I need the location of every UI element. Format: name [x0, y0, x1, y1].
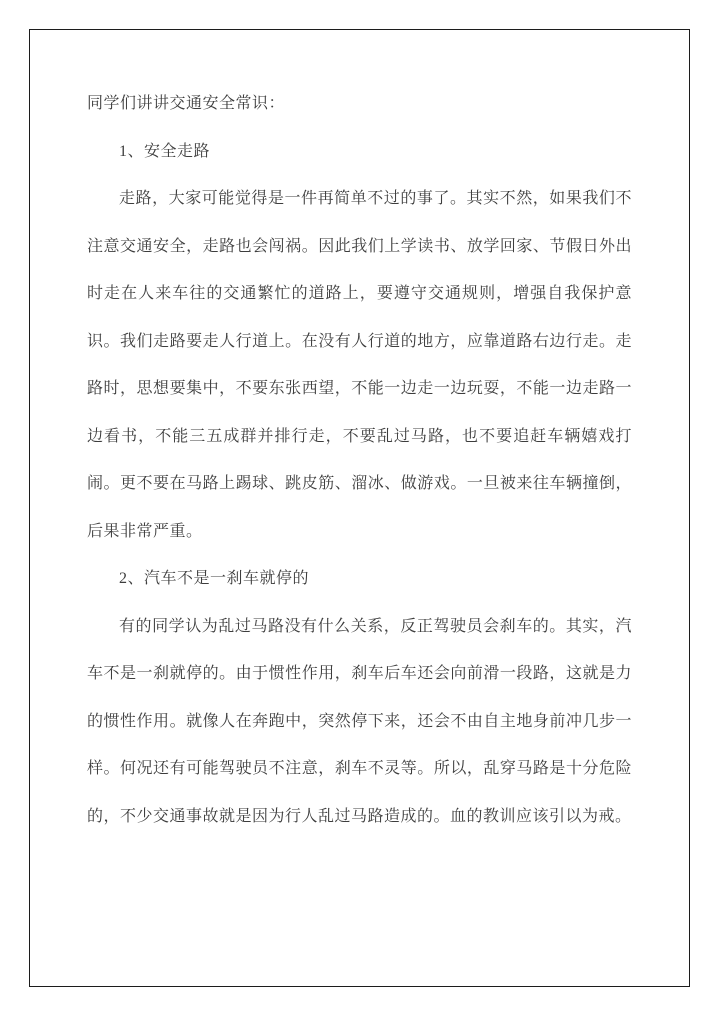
paragraph-heading-1: 1、安全走路 — [119, 142, 211, 160]
paragraph-heading-2: 2、汽车不是一刹车就停的 — [119, 570, 310, 587]
paragraph-body-2: 有的同学认为乱过马路没有什么关系，反正驾驶员会刹车的。其实，汽车不是一刹就停的。由于惯性作用，刹车后车还会向前滑一段路，这就是力的惯性作用。就像人在奔跑中，突然停下来，还会不由自主地身前冲几步一样。何况还有可能驾驶员不注意，刹车不灵等。所以，乱穿马路是十分危险的，不少交通事故就是因为行人乱过马路造成的。血的教训应该引以为戒。 — [87, 617, 632, 825]
paragraph-intro: 同学们讲讲交通安全常识： — [87, 95, 286, 112]
paragraph-body-1: 走路，大家可能觉得是一件再简单不过的事了。其实不然，如果我们不注意交通安全，走路也会闯祸。因此我们上学读书、放学回家、节假日外出时走在人来车往的交通繁忙的道路上，要遵守交通规则，增强自我保护意识。我们走路要走人行道上。在没有人行道的地方，应靠道路右边行走。走路时，思想要集中，不要东张西望，不能一边走一边玩耍，不能一边走路一边看书，不能三五成群并排行走，不要乱过马路，也不要追赶车辆嬉戏打闹。更不要在马路上踢球、跳皮筋、溜冰、做游戏。一旦被来往车辆撞倒，后果非常严重。 — [87, 190, 632, 540]
page-content — [30, 30, 689, 986]
page-border-frame — [29, 29, 690, 987]
